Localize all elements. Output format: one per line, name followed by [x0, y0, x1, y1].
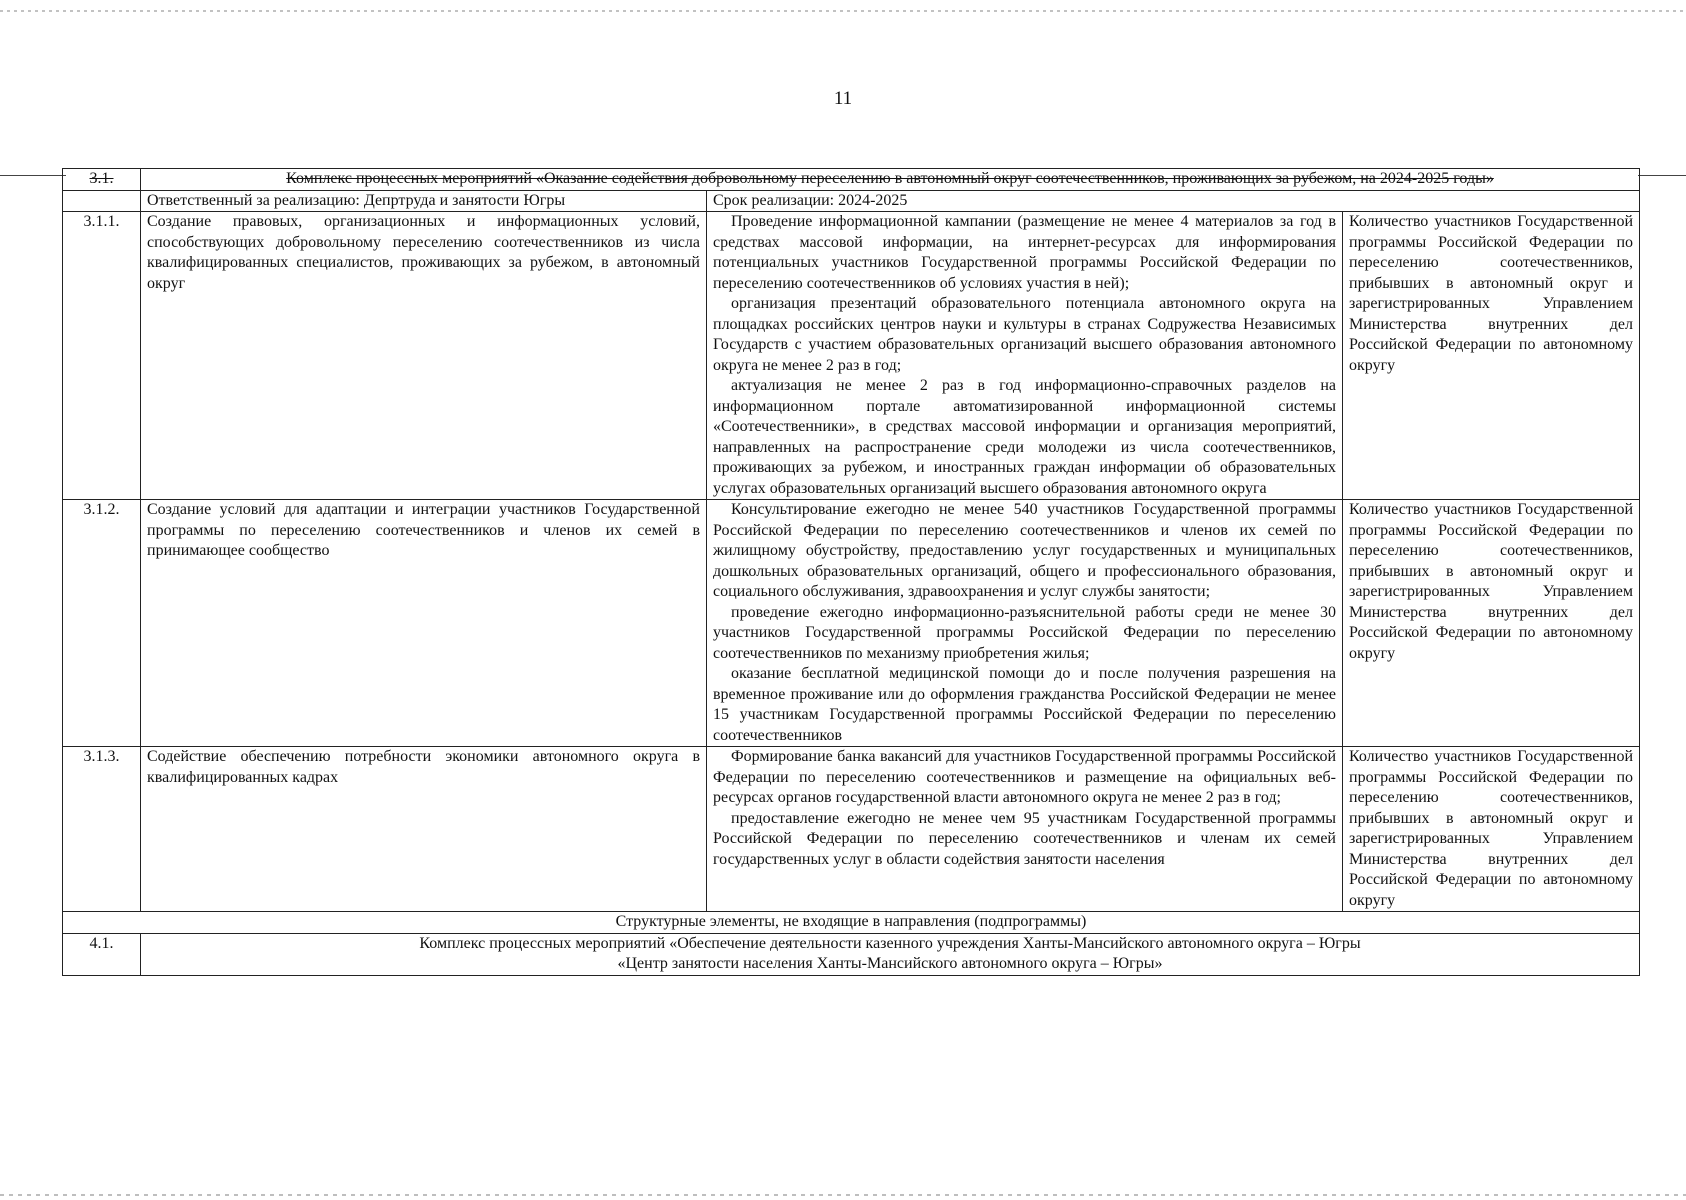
measures-cell	[707, 747, 1343, 912]
section-4-1-number: 4.1.	[63, 933, 141, 975]
page-number: 11	[833, 88, 853, 109]
measure-paragraph: Проведение информационной кампании (размещение не менее 4 материалов за год в средствах массовой информации, на интернет-ресурсах для информирования потенциальных участников Государственной программы Российской Федерации по переселению соотечественников об условиях участия в ней);	[713, 213, 1336, 292]
section-3-1-meta-row	[63, 190, 1640, 212]
task-number: 3.1.1.	[63, 212, 141, 500]
scan-artifact-rule-right	[1638, 175, 1686, 176]
scan-artifact-bottom	[0, 1194, 1686, 1196]
empty-cell	[63, 190, 141, 212]
measure-paragraph: оказание бесплатной медицинской помощи до и после получения разрешения на временное проживание или до оформления гражданства Российской Федерации не менее 15 участникам Государственной программы Российской Федерации по переселению соотечественников	[713, 665, 1336, 744]
indicator-cell: Количество участников Государственной программы Российской Федерации по переселению соотечественников, прибывших в автономный округ и зарегистрированных Управлением Министерства внутренних дел Российской Федерации по автономному округу	[1343, 500, 1640, 747]
section-3-1-header-row	[63, 169, 1640, 191]
section-4-1-row	[63, 933, 1640, 975]
section-3-1-title: Комплекс процессных мероприятий «Оказание содействия добровольному переселению в автономный округ соотечественников, проживающих за рубежом, на 2024-2025 годы»	[141, 169, 1640, 191]
measure-paragraph: организация презентаций образовательного потенциала автономного округа на площадках российских центров науки и культуры в странах Содружества Независимых Государств с участием образовательных организаций высшего образования автономного округа не менее 2 раз в год;	[713, 295, 1336, 374]
measure-paragraph: проведение ежегодно информационно-разъяснительной работы среди не менее 30 участников Государственной программы Российской Федерации по переселению соотечественников по механизму приобретения жилья;	[713, 603, 1336, 662]
program-table	[62, 168, 1640, 976]
table-row	[63, 747, 1640, 912]
table-row	[63, 500, 1640, 747]
scan-artifact-rule-left	[0, 175, 66, 176]
measure-paragraph: Консультирование ежегодно не менее 540 участников Государственной программы Российской Федерации по переселению соотечественников и членов их семей по жилищному обустройству, предоставлению услуг государственных и муниципальных дошкольных образовательных организаций, общего и профессионального образования, социального обслуживания, здравоохранения и услуг службы занятости;	[713, 501, 1336, 600]
task-cell: Создание правовых, организационных и информационных условий, способствующих добровольному переселению соотечественников из числа квалифицированных специалистов, проживающих за рубежом, в автономный округ	[141, 212, 707, 500]
indicator-cell: Количество участников Государственной программы Российской Федерации по переселению соотечественников, прибывших в автономный округ и зарегистрированных Управлением Министерства внутренних дел Российской Федерации по автономному округу	[1343, 747, 1640, 912]
section-3-1-number: 3.1.	[63, 169, 141, 191]
measure-paragraph: предоставление ежегодно не менее чем 95 участникам Государственной программы Российской Федерации по переселению соотечественников и членам их семей государственных услуг в области содействия занятости населения	[713, 809, 1336, 868]
task-number: 3.1.3.	[63, 747, 141, 912]
measures-cell	[707, 500, 1343, 747]
task-cell: Содействие обеспечению потребности экономики автономного округа в квалифицированных кадрах	[141, 747, 707, 912]
measure-paragraph: актуализация не менее 2 раз в год информационно-справочных разделов на информационном портале автоматизированной информационной системы «Соотечественники», в средствах массовой информации и организация мероприятий, направленных на распространение среди молодежи из числа соотечественников, проживающих за рубежом, и иностранных граждан информации об образовательных услугах образовательных организаций высшего образования автономного округа	[713, 377, 1336, 497]
section-4-1-title	[141, 933, 1640, 975]
task-number: 3.1.2.	[63, 500, 141, 747]
responsible-cell: Ответственный за реализацию: Депртруда и занятости Югры	[141, 190, 707, 212]
table-row	[63, 212, 1640, 500]
task-cell: Создание условий для адаптации и интеграции участников Государственной программы по переселению соотечественников и членов их семей в принимающее сообщество	[141, 500, 707, 747]
period-cell: Срок реализации: 2024-2025	[707, 190, 1640, 212]
scan-artifact-top	[0, 10, 1686, 12]
section-4-1-title-line: «Центр занятости населения Ханты-Мансийского автономного округа – Югры»	[617, 955, 1163, 972]
measure-paragraph: Формирование банка вакансий для участников Государственной программы Российской Федерации по переселению соотечественников и размещение на официальных веб-ресурсах органов государственной власти автономного округа не менее 2 раз в год;	[713, 748, 1336, 806]
measures-cell	[707, 212, 1343, 500]
section-4-1-title-line: Комплекс процессных мероприятий «Обеспечение деятельности казенного учреждения Ханты-Мансийского автономного округа – Югры	[419, 934, 1361, 952]
indicator-cell: Количество участников Государственной программы Российской Федерации по переселению соотечественников, прибывших в автономный округ и зарегистрированных Управлением Министерства внутренних дел Российской Федерации по автономному округу	[1343, 212, 1640, 500]
structural-heading: Структурные элементы, не входящие в направления (подпрограммы)	[63, 912, 1640, 934]
structural-heading-row	[63, 912, 1640, 934]
